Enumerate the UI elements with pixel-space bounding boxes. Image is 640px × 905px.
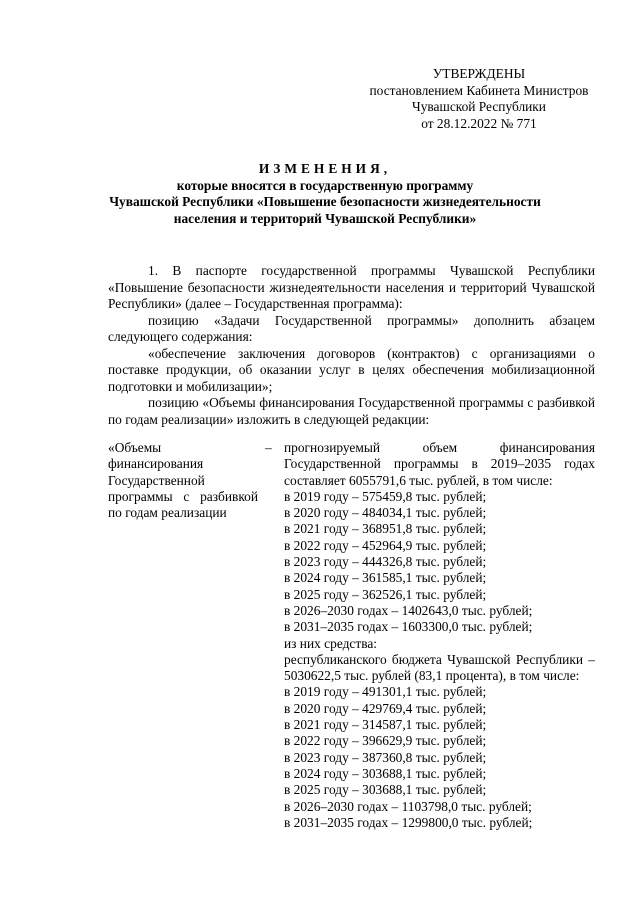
- total-year-line: в 2023 году – 444326,8 тыс. рублей;: [284, 554, 487, 570]
- label-dash: –: [265, 440, 272, 455]
- of-them-label: из них средства:: [284, 635, 378, 651]
- total-intro: прогнозируемый объем финансирования Государственной программы в 2019–2035 годах составляет 6055791,6 тыс. рублей, в том числе:: [284, 440, 595, 488]
- approval-line-1: УТВЕРЖДЕНЫ: [432, 66, 526, 81]
- republic-year-line: в 2024 году – 303688,1 тыс. рублей;: [284, 765, 487, 781]
- title-line-1: которые вносятся в государственную программу: [176, 177, 474, 193]
- republic-year-line: в 2031–2035 годах – 1299800,0 тыс. рублей;: [284, 814, 533, 830]
- total-year-line: в 2024 году – 361585,1 тыс. рублей;: [284, 570, 487, 586]
- republic-year-line: в 2026–2030 годах – 1103798,0 тыс. рублей;: [284, 798, 532, 814]
- paragraph-3: «обеспечение заключения договоров (контрактов) с организациями о поставке продукции, об оказании услуг в целях обеспечения мобилизационной подготовки и мобилизации»;: [108, 345, 595, 394]
- total-year-line: в 2026–2030 годах – 1402643,0 тыс. рублей;: [284, 602, 533, 618]
- paragraph-4: позицию «Объемы финансирования Государственной программы с разбивкой по годам реализации» изложить в следующей редакции:: [108, 395, 595, 427]
- document-title: [90, 161, 560, 227]
- total-year-line: в 2031–2035 годах – 1603300,0 тыс. рублей;: [284, 619, 533, 635]
- total-year-line: в 2025 году – 362526,1 тыс. рублей;: [284, 586, 487, 602]
- total-year-line: в 2020 году – 484034,1 тыс. рублей;: [284, 505, 487, 521]
- republic-intro: республиканского бюджета Чувашской Республики – 5030622,5 тыс. рублей (83,1 процента), в том числе:: [284, 651, 595, 684]
- total-year-line: в 2022 году – 452964,9 тыс. рублей;: [284, 537, 487, 553]
- document-body: [108, 263, 595, 428]
- approval-stamp: [364, 66, 594, 132]
- republic-year-line: в 2022 году – 396629,9 тыс. рублей;: [284, 733, 487, 749]
- total-year-line: в 2021 году – 368951,8 тыс. рублей;: [284, 521, 487, 537]
- republic-year-line: в 2023 году – 387360,8 тыс. рублей;: [284, 749, 487, 765]
- republic-year-line: в 2025 году – 303688,1 тыс. рублей;: [284, 782, 487, 798]
- financing-label: «Объемы финансирования Государственной программы с разбивкой по годам реализации: [108, 440, 258, 521]
- total-year-line: в 2019 году – 575459,8 тыс. рублей;: [284, 488, 487, 504]
- approval-line-4: от 28.12.2022 № 771: [421, 115, 537, 131]
- financing-details: [284, 440, 595, 831]
- title-heading: ИЗМЕНЕНИЯ,: [258, 161, 392, 176]
- approval-line-2: постановлением Кабинета Министров: [369, 82, 589, 98]
- paragraph-1: 1. В паспорте государственной программы Чувашской Республики «Повышение безопасности жизнедеятельности населения и территорий Чувашской Республики» (далее – Государственная программа):: [108, 263, 595, 311]
- paragraph-2: позицию «Задачи Государственной программы» дополнить абзацем следующего содержания:: [108, 312, 595, 344]
- republic-year-line: в 2021 году – 314587,1 тыс. рублей;: [284, 717, 487, 733]
- republic-year-line: в 2019 году – 491301,1 тыс. рублей;: [284, 684, 487, 700]
- republic-year-line: в 2020 году – 429769,4 тыс. рублей;: [284, 700, 487, 716]
- approval-line-3: Чувашской Республики: [412, 99, 546, 114]
- title-line-3: населения и территорий Чувашской Республики»: [173, 210, 477, 226]
- title-line-2: Чувашской Республики «Повышение безопасности жизнедеятельности: [109, 194, 541, 209]
